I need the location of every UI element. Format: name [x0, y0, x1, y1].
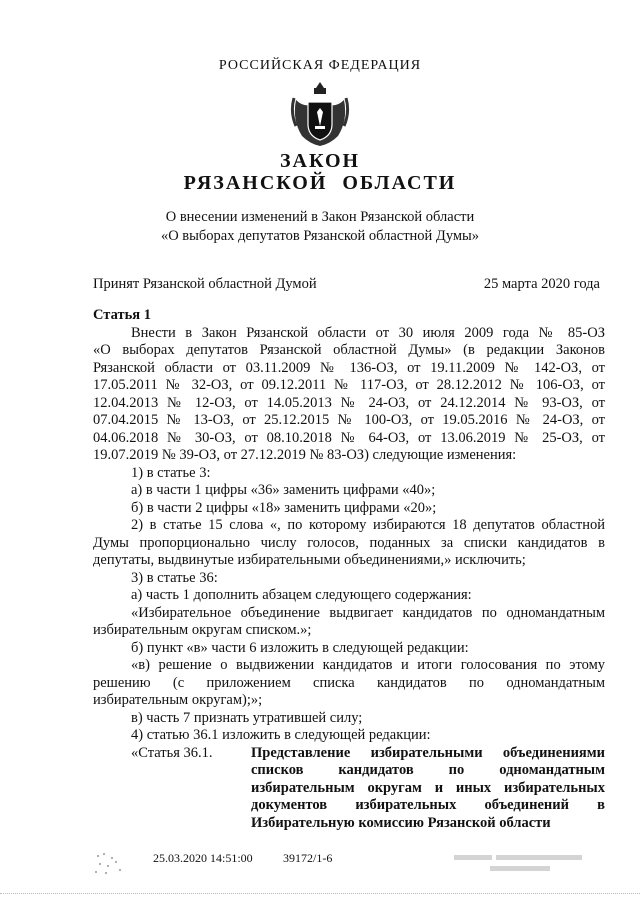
new-article-title-line: списков кандидатов по одномандатным [251, 762, 605, 778]
bottom-divider [0, 893, 640, 895]
intro-line: 07.04.2015 № 13-ОЗ, от 25.12.2015 № 100-ОЗ, от 19.05.2016 № 24-ОЗ, от [93, 412, 605, 428]
new-article-title-line: Избирательную комиссию Рязанской области [251, 814, 551, 831]
law-subtitle [0, 208, 640, 246]
new-article-title-line: избирательным округам и иных избирательных [251, 779, 605, 796]
new-article-title [251, 745, 605, 833]
item-3b-quote-line: решению (с приложением списка кандидатов по одномандатным [93, 674, 605, 691]
article-heading: Статья 1 [93, 307, 151, 323]
intro-line: 04.06.2018 № 30-ОЗ, от 08.10.2018 № 64-ОЗ, от 13.06.2019 № 25-ОЗ, от [93, 429, 605, 446]
item-3a: а) часть 1 дополнить абзацем следующего содержания: [131, 587, 472, 603]
law-title: ЗАКОН [279, 150, 361, 172]
law-body [93, 307, 605, 835]
intro-line: Внести в Закон Рязанской области от 30 июля 2009 года № 85-ОЗ [131, 324, 605, 341]
item-3b-quote-line: «в) решение о выдвижении кандидатов и итоги голосования по этому [131, 657, 605, 673]
item-1: 1) в статье 3: [131, 464, 211, 481]
coat-of-arms-icon [290, 80, 350, 148]
item-3c: в) часть 7 признать утратившей силу; [131, 709, 363, 726]
new-article-block [93, 745, 605, 835]
item-4: 4) статью 36.1 изложить в следующей редакции: [131, 727, 431, 743]
region-title: РЯЗАНСКОЙ ОБЛАСТИ [183, 172, 457, 194]
intro-line: 17.05.2011 № 32-ОЗ, от 09.12.2011 № 117-ОЗ, от 28.12.2012 № 106-ОЗ, от [93, 377, 605, 393]
faded-watermark-icon [450, 852, 590, 878]
item-3: 3) в статье 36: [131, 569, 218, 586]
adopted-date: 25 марта 2020 года [483, 276, 600, 292]
adopted-by: Принят Рязанской областной Думой [93, 276, 317, 292]
item-3b-quote-line: избирательным округам);»; [93, 692, 263, 708]
new-article-title-line: документов избирательных объединений в [251, 797, 605, 813]
item-1b: б) в части 2 цифры «18» заменить цифрами «20»; [131, 499, 437, 516]
intro-line: Рязанской области от 03.11.2009 № 136-ОЗ, от 19.11.2009 № 142-ОЗ, от [93, 359, 605, 376]
item-1a: а) в части 1 цифры «36» заменить цифрами «40»; [131, 482, 436, 498]
footer-timestamp: 25.03.2020 14:51:00 [153, 851, 253, 865]
item-2-line: 2) в статье 15 слова «, по которому избираются 18 депутатов областной [131, 517, 605, 533]
new-article-label: «Статья 36.1. [131, 744, 213, 761]
intro-line: «О выборах депутатов Рязанской областной Думы» (в редакции Законов [93, 342, 605, 358]
intro-line: 12.04.2013 № 12-ОЗ, от 14.05.2013 № 24-ОЗ, от 24.12.2014 № 93-ОЗ, от [93, 394, 605, 411]
subtitle-line: О внесении изменений в Закон Рязанской области [165, 209, 475, 225]
subtitle-line: «О выборах депутатов Рязанской областной Думы» [160, 228, 480, 244]
item-3a-quote-line: избирательным округам списком.»; [93, 622, 312, 638]
item-2-line: депутаты, выдвинутые избирательными объединениями,» исключить; [93, 552, 526, 568]
item-3b: б) пункт «в» части 6 изложить в следующей редакции: [131, 639, 469, 656]
footer-doc-id: 39172/1-6 [283, 851, 333, 865]
item-2-line: Думы пропорционально числу голосов, поданных за списки кандидатов в [93, 534, 605, 551]
new-article-title-line: Представление избирательными объединениями [251, 744, 605, 761]
item-3a-quote-line: «Избирательное объединение выдвигает кандидатов по одномандатным [131, 604, 605, 621]
stamp-mark-icon [92, 848, 126, 878]
federation-header: РОССИЙСКАЯ ФЕДЕРАЦИЯ [218, 58, 422, 73]
intro-line: 19.07.2019 № 39-ОЗ, от 27.12.2019 № 83-ОЗ) следующие изменения: [93, 447, 517, 463]
